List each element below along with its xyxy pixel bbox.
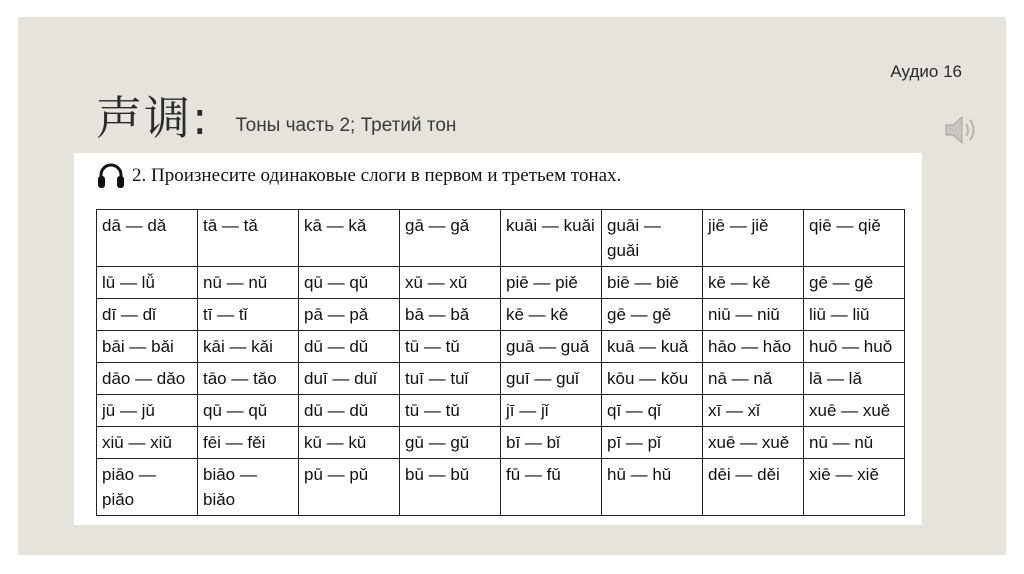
audio-label: Аудио 16 xyxy=(890,62,962,81)
table-cell: dā — dǎ xyxy=(97,210,198,267)
table-cell: jiē — jiě xyxy=(703,210,804,267)
table-cell: qū — qǔ xyxy=(299,267,400,299)
table-cell: lū — lǚ xyxy=(97,267,198,299)
table-cell: dī — dǐ xyxy=(97,299,198,331)
table-row xyxy=(97,427,905,459)
table-cell: pī — pǐ xyxy=(602,427,703,459)
table-cell: xū — xǔ xyxy=(400,267,501,299)
table-cell: dāo — dǎo xyxy=(97,363,198,395)
syllable-table xyxy=(96,209,905,516)
table-cell: gē — gě xyxy=(602,299,703,331)
table-cell: xiū — xiǔ xyxy=(97,427,198,459)
table-cell: xuē — xuě xyxy=(703,427,804,459)
table-cell: biē — biě xyxy=(602,267,703,299)
table-cell: qiē — qiě xyxy=(804,210,905,267)
table-cell: qū — qǔ xyxy=(198,395,299,427)
table-cell: fū — fǔ xyxy=(501,459,602,516)
speaker-icon[interactable] xyxy=(944,113,980,147)
table-cell: guī — guǐ xyxy=(501,363,602,395)
table-cell: kōu — kǒu xyxy=(602,363,703,395)
table-cell: kāi — kǎi xyxy=(198,331,299,363)
table-cell: nū — nǔ xyxy=(198,267,299,299)
instruction-text: 2. Произнесите одинаковые слоги в первом и третьем тонах. xyxy=(132,165,622,186)
table-cell: kē — kě xyxy=(703,267,804,299)
table-cell: qī — qǐ xyxy=(602,395,703,427)
table-cell: tū — tǔ xyxy=(400,395,501,427)
page-title: 声调: xyxy=(96,91,210,145)
table-cell: xiē — xiě xyxy=(804,459,905,516)
table-row xyxy=(97,459,905,516)
table-cell: lā — lǎ xyxy=(804,363,905,395)
table-cell: kā — kǎ xyxy=(299,210,400,267)
table-row xyxy=(97,395,905,427)
table-row xyxy=(97,363,905,395)
exercise-panel xyxy=(74,153,922,525)
table-cell: biāo — biǎo xyxy=(198,459,299,516)
table-cell: niū — niǔ xyxy=(703,299,804,331)
table-cell: nā — nǎ xyxy=(703,363,804,395)
table-cell: kū — kǔ xyxy=(299,427,400,459)
page-subtitle: Тоны часть 2; Третий тон xyxy=(235,115,457,136)
table-cell: pā — pǎ xyxy=(299,299,400,331)
table-row xyxy=(97,267,905,299)
table-cell: nū — nǔ xyxy=(804,427,905,459)
table-cell: dū — dǔ xyxy=(299,331,400,363)
table-cell: hāo — hǎo xyxy=(703,331,804,363)
table-cell: piē — piě xyxy=(501,267,602,299)
table-cell: fēi — fěi xyxy=(198,427,299,459)
table-cell: bā — bǎ xyxy=(400,299,501,331)
table-cell: tū — tǔ xyxy=(400,331,501,363)
table-cell: kē — kě xyxy=(501,299,602,331)
table-cell: tī — tǐ xyxy=(198,299,299,331)
table-cell: gā — gǎ xyxy=(400,210,501,267)
table-cell: liū — liǔ xyxy=(804,299,905,331)
table-cell: guā — guǎ xyxy=(501,331,602,363)
table-cell: tā — tǎ xyxy=(198,210,299,267)
table-cell: jī — jǐ xyxy=(501,395,602,427)
table-cell: bū — bǔ xyxy=(400,459,501,516)
table-cell: jū — jǔ xyxy=(97,395,198,427)
headphones-icon xyxy=(96,161,126,191)
table-cell: kuā — kuǎ xyxy=(602,331,703,363)
table-cell: duī — duǐ xyxy=(299,363,400,395)
table-cell: hū — hǔ xyxy=(602,459,703,516)
table-cell: dēi — děi xyxy=(703,459,804,516)
table-cell: guāi — guǎi xyxy=(602,210,703,267)
table-cell: kuāi — kuǎi xyxy=(501,210,602,267)
title-row xyxy=(96,91,457,145)
table-cell: tāo — tǎo xyxy=(198,363,299,395)
instruction-row xyxy=(96,161,621,191)
table-cell: bī — bǐ xyxy=(501,427,602,459)
table-cell: piāo — piǎo xyxy=(97,459,198,516)
table-row xyxy=(97,331,905,363)
table-cell: tuī — tuǐ xyxy=(400,363,501,395)
table-cell: bāi — bǎi xyxy=(97,331,198,363)
table-row xyxy=(97,299,905,331)
table-cell: xī — xǐ xyxy=(703,395,804,427)
table-cell: xuē — xuě xyxy=(804,395,905,427)
table-cell: pū — pǔ xyxy=(299,459,400,516)
table-cell: huō — huǒ xyxy=(804,331,905,363)
table-cell: gū — gǔ xyxy=(400,427,501,459)
table-cell: dū — dǔ xyxy=(299,395,400,427)
table-cell: gē — gě xyxy=(804,267,905,299)
table-row xyxy=(97,210,905,267)
